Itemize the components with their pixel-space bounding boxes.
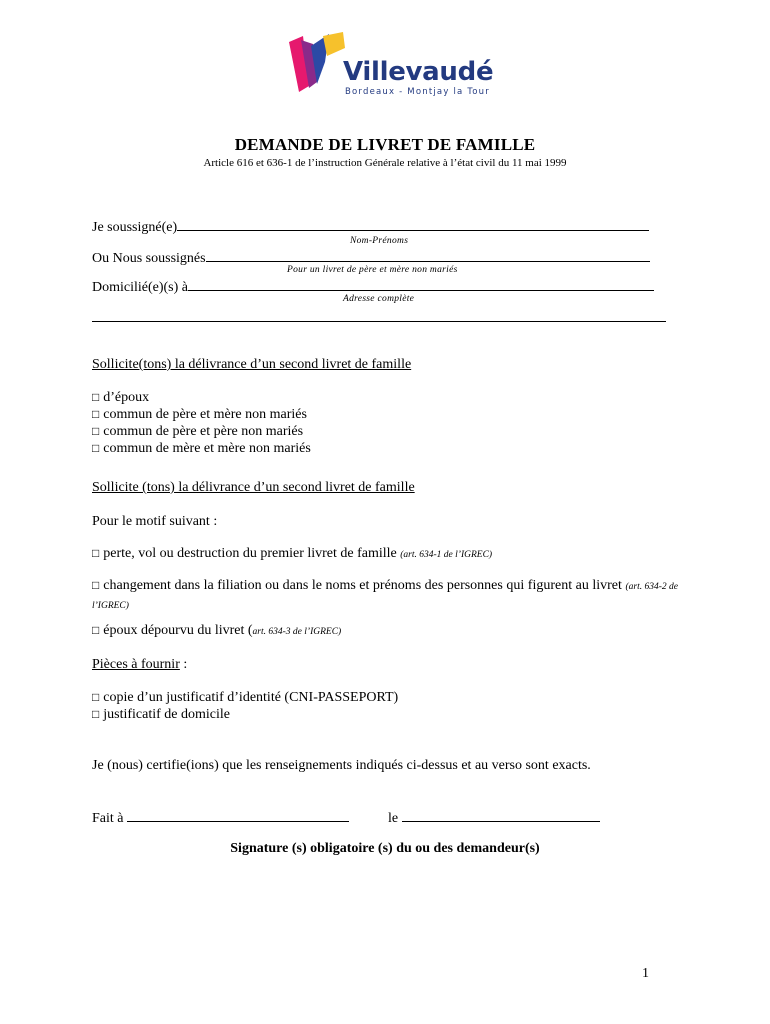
pieces-heading-colon: : [179,657,188,672]
domicile-label: Domicilié(e)(s) à [92,280,189,295]
section2-heading: Sollicite (tons) la délivrance d’un second livret de famille [92,480,415,495]
nous-hint: Pour un livret de père et mère non mariés [287,265,458,275]
option-pere-mere[interactable] [92,407,307,423]
fait-a-blank[interactable] [127,807,349,822]
piece-label: copie d’un justificatif d’identité (CNI-PASSEPORT) [103,690,399,705]
villevaude-logo [287,32,494,100]
certification-text: Je (nous) certifie(ions) que les renseignements indiqués ci-dessus et au verso sont exacts. [92,758,591,773]
page-number: 1 [642,966,649,981]
date-label: le [388,811,399,826]
piece-identite[interactable] [92,690,398,706]
fait-a-field[interactable] [92,807,349,827]
option-mere-mere[interactable] [92,441,311,457]
nous-blank[interactable] [206,247,650,262]
checkbox-icon[interactable]: □ [92,390,100,404]
checkbox-icon[interactable]: □ [92,441,100,455]
domicile-hint: Adresse complète [343,294,415,304]
domicile-field[interactable] [92,276,654,296]
option-pere-pere[interactable] [92,424,303,440]
checkbox-icon[interactable]: □ [92,578,100,592]
soussigne-field[interactable] [92,216,649,236]
motif-perte-label: perte, vol ou destruction du premier livret de famille [103,546,397,561]
logo-subtitle: Bordeaux - Montjay la Tour [345,87,490,97]
checkbox-icon[interactable]: □ [92,407,100,421]
soussigne-hint: Nom-Prénoms [350,236,409,246]
date-field[interactable] [388,807,600,827]
motif-changement-ref: (art. 634-2 de l’IGREC) [92,582,679,611]
motif-depourvu-label: époux dépourvu du livret ( [103,623,253,638]
logo-name: Villevaudé [343,57,494,87]
piece-domicile[interactable] [92,707,230,723]
motif-label: Pour le motif suivant : [92,514,218,529]
signature-label: Signature (s) obligatoire (s) du ou des demandeur(s) [230,841,540,856]
date-blank[interactable] [402,807,600,822]
address-continuation[interactable] [92,307,666,327]
section1-heading: Sollicite(tons) la délivrance d’un second livret de famille [92,357,412,372]
motif-changement-label: changement dans la filiation ou dans le noms et prénoms des personnes qui figurent au livret [103,578,622,593]
motif-perte-ref: (art. 634-1 de l’IGREC) [400,550,493,560]
document-title: DEMANDE DE LIVRET DE FAMILLE [234,135,536,154]
document-subtitle: Article 616 et 636-1 de l’instruction Générale relative à l’état civil du 11 mai 1999 [203,157,567,169]
checkbox-icon[interactable]: □ [92,546,100,560]
pieces-heading [92,657,187,673]
option-label: commun de père et mère non mariés [103,407,307,422]
checkbox-icon[interactable]: □ [92,623,100,637]
motif-depourvu-ref: art. 634-3 de l’IGREC) [252,627,342,637]
motif-perte[interactable] [92,546,492,562]
piece-label: justificatif de domicile [103,707,230,722]
nous-label: Ou Nous soussignés [92,251,206,266]
checkbox-icon[interactable]: □ [92,690,100,704]
motif-changement[interactable] [92,576,678,615]
option-label: commun de mère et mère non mariés [103,441,311,456]
soussigne-label: Je soussigné(e) [92,220,178,235]
pieces-heading-text: Pièces à fournir [92,657,180,672]
option-epoux[interactable] [92,390,149,406]
checkbox-icon[interactable]: □ [92,707,100,721]
soussigne-blank[interactable] [177,216,649,231]
checkbox-icon[interactable]: □ [92,424,100,438]
address-blank[interactable] [92,307,666,322]
option-label: commun de père et père non mariés [103,424,304,439]
fait-a-label: Fait à [92,811,124,826]
option-label: d’époux [103,390,150,405]
logo-mark-icon [287,32,347,96]
nous-field[interactable] [92,247,650,267]
motif-depourvu[interactable] [92,623,341,639]
domicile-blank[interactable] [188,276,654,291]
